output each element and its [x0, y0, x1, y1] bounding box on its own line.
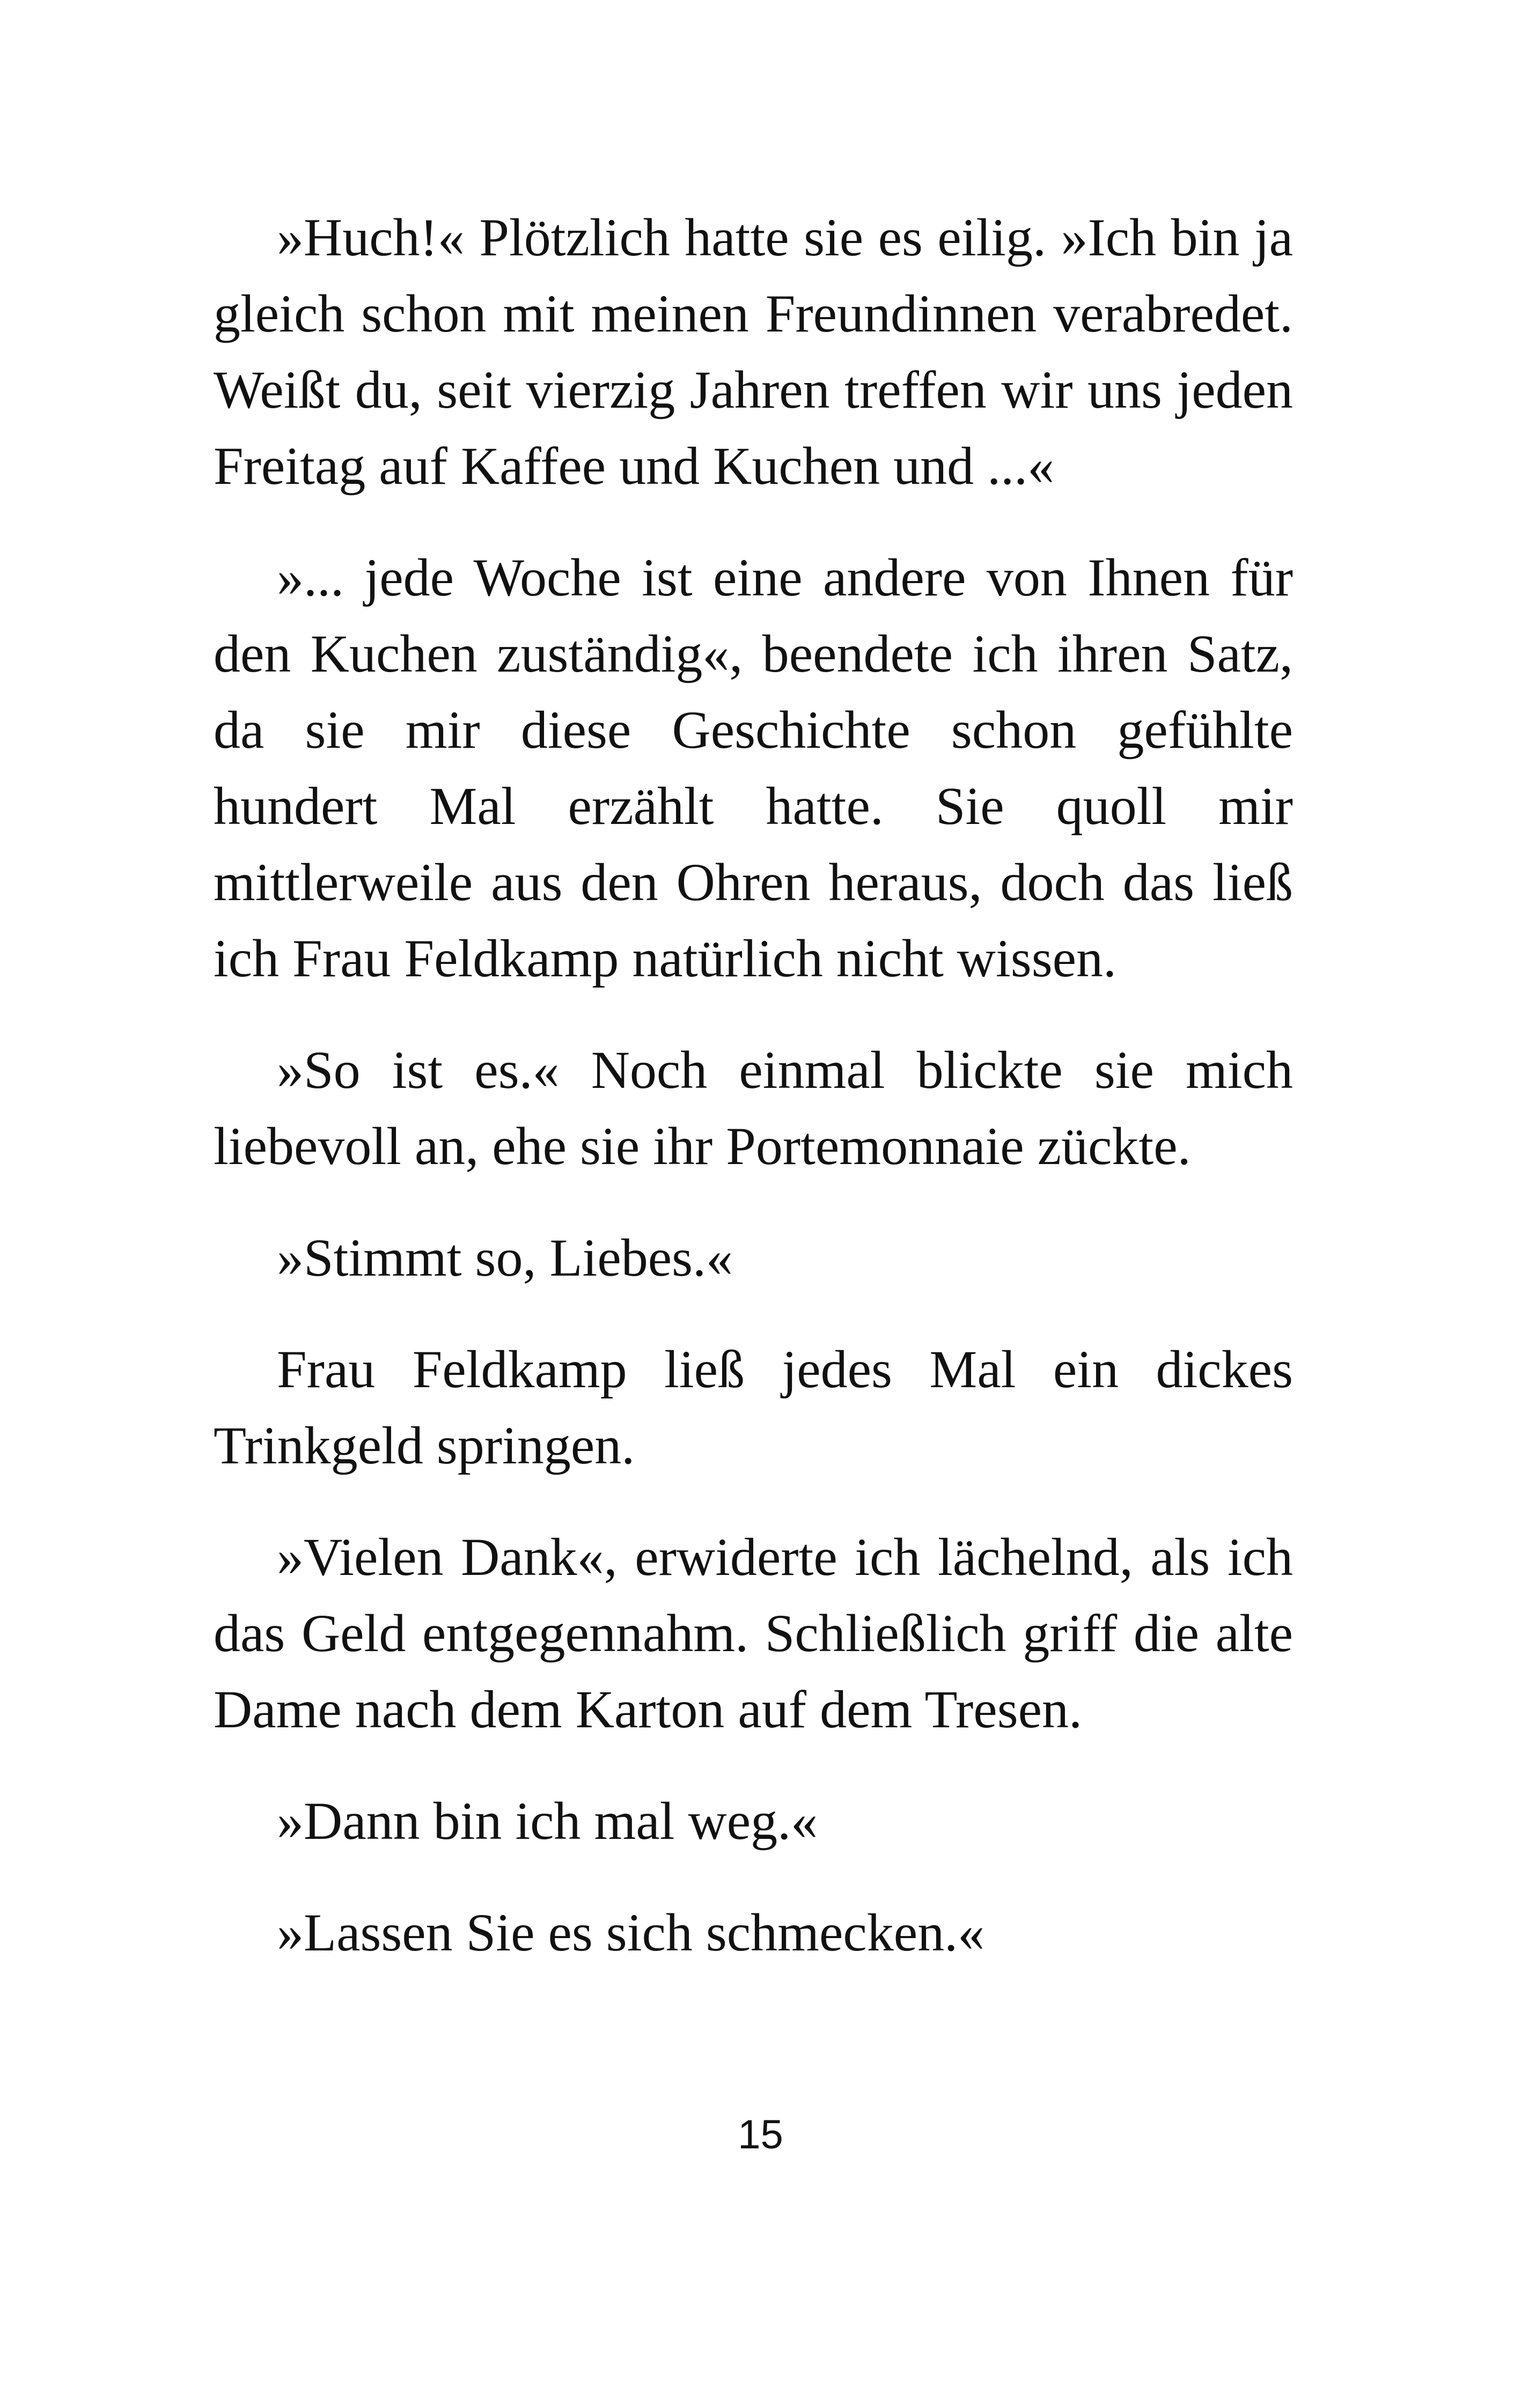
paragraph-6: »Vielen Dank«, erwiderte ich lächelnd, als ich das Geld entgegennahm. Schließlich griff die alte Dame nach dem Karton auf dem Tresen. [214, 1527, 1293, 1739]
page-number: 15 [738, 2112, 783, 2157]
paragraph-7: »Dann bin ich mal weg.« [277, 1791, 818, 1851]
paragraph-1: »Huch!« Plötzlich hatte sie es eilig. »Ich bin ja gleich schon mit meinen Freundinnen verabredet. Weißt du, seit vierzig Jahren treffen wir uns jeden Freitag auf Kaffee und Kuchen und ...« [214, 208, 1293, 496]
paragraph-3: »So ist es.« Noch einmal blickte sie mich liebevoll an, ehe sie ihr Portemonnaie zückte. [214, 1040, 1293, 1176]
body-text [214, 200, 1293, 2006]
paragraph-2: »... jede Woche ist eine andere von Ihnen für den Kuchen zuständig«, beendete ich ihren Satz, da sie mir diese Geschichte schon gefühlte hundert Mal erzählt hatte. Sie quoll mir mittlerweile aus den Ohren heraus, doch das ließ ich Frau Feldkamp natürlich nicht wissen. [214, 548, 1293, 988]
paragraph-5: Frau Feldkamp ließ jedes Mal ein dickes Trinkgeld springen. [214, 1339, 1293, 1475]
paragraph-4: »Stimmt so, Liebes.« [277, 1228, 733, 1287]
paragraph-8: »Lassen Sie es sich schmecken.« [277, 1903, 985, 1962]
